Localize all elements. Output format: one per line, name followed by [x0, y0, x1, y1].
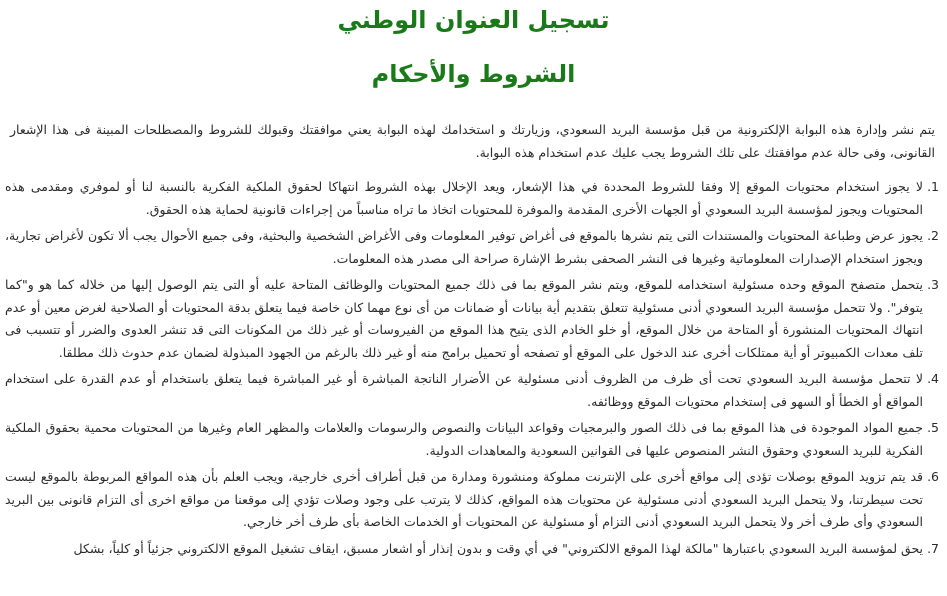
term-number: 1.	[927, 179, 939, 194]
term-item	[5, 274, 939, 364]
term-number: 3.	[927, 277, 939, 292]
term-number: 6.	[927, 469, 939, 484]
term-item	[5, 176, 939, 221]
term-text: لا تتحمل مؤسسة البريد السعودي تحت أى ظرف من الظروف أدنى مسئولية عن الأضرار الناتجة المباشرة أو غير المباشرة فيما يتعلق باستخدام أو عدم القدرة على استخدام المواقع أو الخطأ أو السهو فى إستخدام محتويات الموقع ووظائفه.	[5, 371, 923, 409]
term-item	[5, 225, 939, 270]
term-text: يجوز عرض وطباعة المحتويات والمستندات التى يتم نشرها بالموقع فى أغراض توفير المعلومات وفى الأغراض الشخصية والبحثية، وفى جميع الأحوال يجب ألا تكون لأغراض تجارية، ويجوز استخدام الإصدارات المعلوماتية وغيرها فى النشر الصحفى بشرط الإشارة صراحة الى مصدر هذه المعلومات.	[5, 228, 923, 266]
term-number: 4.	[927, 371, 939, 386]
term-number: 5.	[927, 420, 939, 435]
term-text: يتحمل متصفح الموقع وحده مسئولية استخدامه للموقع، ويتم نشر الموقع بما فى ذلك جميع المحتويات والوظائف المتاحة عليه أو التى يتم الوصول إليها من خلاله كما هو و"كما يتوفر". ولا تتحمل مؤسسة البريد السعودي أدنى مسئولية تتعلق بتقديم أية بيانات أو ضمانات من أى نوع مهما كان خاصة فيما يتعلق بدقة المحتويات أو الصلاحية لغرض معين أو عدم انتهاك المحتويات المنشورة أو المتاحة من خلال الموقع، أو خلو الخادم الذى يتيح هذا الموقع من الفيروسات أو غير ذلك من المكونات التى قد تنشر العدوى والضرر أو تتسبب فى تلف معدات الكمبيوتر أو أية ممتلكات أخرى عند الدخول على الموقع أو تصفحه أو تحميل برامج منه أو غير ذلك بالرغم من الجهود المبذولة لضمان عدم حدوث ذلك مطلقا.	[5, 277, 923, 360]
page-subtitle: الشروط والأحكام	[371, 60, 576, 88]
page-title: تسجيل العنوان الوطني	[337, 6, 610, 34]
term-text: جميع المواد الموجودة فى هذا الموقع بما فى ذلك الصور والبرمجيات وقواعد البيانات والنصوص والرسومات والعلامات والمظهر العام وغيرها من المحتويات محمية بحقوق الملكية الفكرية للبريد السعودي وحقوق النشر المنصوص عليها فى القوانين السعودية والمعاهدات الدولية.	[5, 420, 923, 458]
term-item	[5, 466, 939, 534]
term-number: 2.	[927, 228, 939, 243]
term-text: قد يتم تزويد الموقع بوصلات تؤدى إلى مواقع أخرى على الإنترنت مملوكة ومنشورة ومدارة من قبل أطراف أخرى خارجية، ويجب العلم بأن هذه المواقع المربوطة بالموقع ليست تحت سيطرتنا، ولا يتحمل البريد السعودي أدنى مسئولية عن محتويات هذه المواقع، كذلك لا يترتب على وجود وصلات تؤدي إلى موقعنا من مواقع اخرى أى التزام قانونى بين البريد السعودي وأى طرف أخر ولا يتحمل البريد السعودي أدنى التزام أو مسئولية عن المحتويات أو الخدمات الخاصة بأى طرف أخر خارجي.	[5, 469, 923, 529]
terms-list	[5, 176, 939, 564]
term-item	[5, 417, 939, 462]
term-item	[5, 368, 939, 413]
term-text: لا يجوز استخدام محتويات الموقع إلا وفقا للشروط المحددة في هذا الإشعار، ويعد الإخلال بهذه الشروط انتهاكا لحقوق الملكية الفكرية بالنسبة لنا أو لموفري ومقدمى هذه المحتويات ويجوز لمؤسسة البريد السعودي أو الجهات الأخرى المقدمة والموفرة للمحتويات اتخاذ ما تراه مناسباً من إجراءات قانونية لحماية هذه الحقوق.	[5, 179, 923, 217]
term-text: يحق لمؤسسة البريد السعودي باعتبارها "مالكة لهذا الموقع الالكتروني" في أي وقت و بدون إنذار أو اشعار مسبق، ايقاف تشغيل الموقع الالكتروني جزئياً أو كلياً، بشكل	[73, 540, 923, 556]
term-item	[5, 538, 939, 561]
intro-paragraph: يتم نشر وإدارة هذه البوابة الإلكترونية من قبل مؤسسة البريد السعودي، وزيارتك و استخدامك لهذه البوابة يعني موافقتك وقبولك للشروط والمصطلحات المبينة فى هذا الإشعار القانونى، وفى حالة عدم موافقتك على تلك الشروط يجب عليك عدم استخدام هذه البوابة.	[10, 122, 935, 160]
term-number: 7.	[927, 540, 939, 556]
